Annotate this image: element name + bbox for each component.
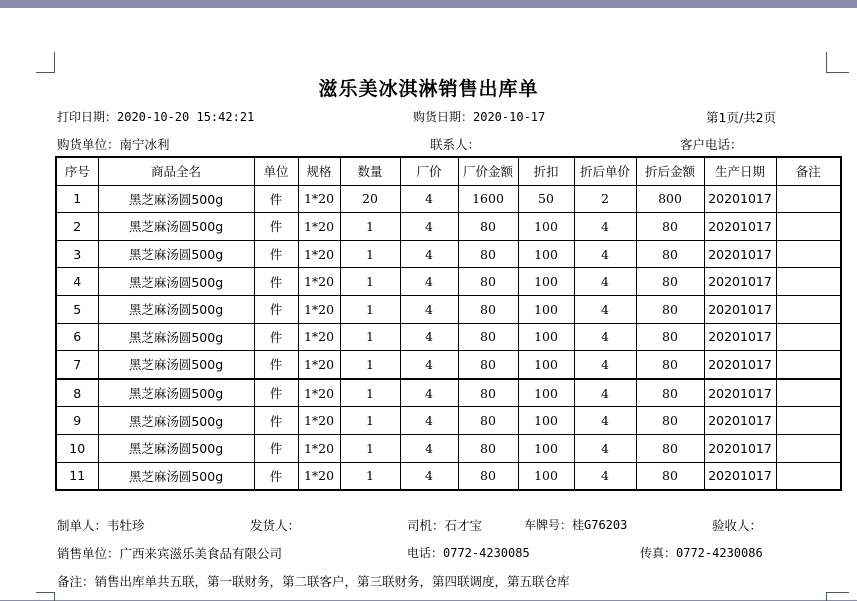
table-cell: 4 bbox=[574, 323, 636, 351]
crop-mark-top-left bbox=[36, 52, 55, 73]
table-cell: 1*20 bbox=[298, 323, 340, 351]
table-cell: 100 bbox=[518, 213, 574, 241]
table-cell: 4 bbox=[400, 462, 458, 490]
table-cell: 20201017 bbox=[704, 351, 776, 379]
table-cell: 80 bbox=[458, 434, 518, 462]
table-row bbox=[56, 185, 841, 213]
table-cell: 4 bbox=[574, 268, 636, 296]
table-cell: 20201017 bbox=[704, 268, 776, 296]
table-cell: 4 bbox=[574, 434, 636, 462]
table-cell: 4 bbox=[400, 407, 458, 435]
table-cell: 20201017 bbox=[704, 462, 776, 490]
table-cell: 1*20 bbox=[298, 407, 340, 435]
table-cell: 1 bbox=[340, 434, 400, 462]
table-cell: 1 bbox=[56, 185, 98, 213]
table-cell: 件 bbox=[254, 240, 298, 268]
table-cell: 20201017 bbox=[704, 213, 776, 241]
sales-table bbox=[55, 156, 842, 491]
table-cell: 100 bbox=[518, 351, 574, 379]
table-cell: 80 bbox=[636, 213, 704, 241]
column-header: 折扣 bbox=[518, 157, 574, 185]
table-cell: 件 bbox=[254, 407, 298, 435]
table-cell: 件 bbox=[254, 268, 298, 296]
table-cell: 800 bbox=[636, 185, 704, 213]
table-cell: 100 bbox=[518, 379, 574, 407]
table-row bbox=[56, 407, 841, 435]
table-header-row bbox=[56, 157, 841, 185]
table-cell: 4 bbox=[400, 379, 458, 407]
table-cell: 9 bbox=[56, 407, 98, 435]
table-cell: 1*20 bbox=[298, 268, 340, 296]
table-cell: 20201017 bbox=[704, 379, 776, 407]
table-cell: 黑芝麻汤圆500g bbox=[98, 379, 254, 407]
table-cell: 80 bbox=[458, 268, 518, 296]
table-cell bbox=[776, 185, 841, 213]
table-cell: 20201017 bbox=[704, 323, 776, 351]
table-cell: 4 bbox=[400, 295, 458, 323]
plate-number: 车牌号：桂G76203 bbox=[524, 518, 628, 532]
customer-phone: 客户电话： bbox=[680, 137, 743, 152]
table-cell: 20201017 bbox=[704, 295, 776, 323]
table-cell bbox=[776, 295, 841, 323]
column-header: 规格 bbox=[298, 157, 340, 185]
table-cell: 件 bbox=[254, 434, 298, 462]
table-cell: 黑芝麻汤圆500g bbox=[98, 462, 254, 490]
table-cell: 100 bbox=[518, 462, 574, 490]
table-cell: 1*20 bbox=[298, 379, 340, 407]
column-header: 厂价 bbox=[400, 157, 458, 185]
table-cell: 4 bbox=[400, 323, 458, 351]
table-cell: 黑芝麻汤圆500g bbox=[98, 434, 254, 462]
crop-mark-top-right bbox=[826, 52, 849, 73]
table-cell: 件 bbox=[254, 351, 298, 379]
table-cell: 5 bbox=[56, 295, 98, 323]
column-header: 数量 bbox=[340, 157, 400, 185]
table-cell: 80 bbox=[636, 295, 704, 323]
table-cell: 4 bbox=[400, 213, 458, 241]
table-cell: 80 bbox=[636, 407, 704, 435]
document-page bbox=[0, 8, 857, 600]
table-cell bbox=[776, 240, 841, 268]
table-cell: 4 bbox=[400, 185, 458, 213]
table-cell: 4 bbox=[400, 240, 458, 268]
table-cell: 80 bbox=[458, 351, 518, 379]
table-cell: 1 bbox=[340, 268, 400, 296]
table-cell: 件 bbox=[254, 295, 298, 323]
table-cell: 8 bbox=[56, 379, 98, 407]
table-cell bbox=[776, 268, 841, 296]
print-date: 打印日期：2020-10-20 15:42:21 bbox=[57, 110, 255, 124]
table-cell: 20201017 bbox=[704, 185, 776, 213]
table-cell: 1*20 bbox=[298, 213, 340, 241]
table-cell: 黑芝麻汤圆500g bbox=[98, 407, 254, 435]
table-cell: 80 bbox=[458, 295, 518, 323]
table-cell: 100 bbox=[518, 407, 574, 435]
table-row bbox=[56, 268, 841, 296]
table-cell: 黑芝麻汤圆500g bbox=[98, 268, 254, 296]
table-cell: 件 bbox=[254, 323, 298, 351]
table-row bbox=[56, 213, 841, 241]
table-cell: 1*20 bbox=[298, 351, 340, 379]
table-cell: 1 bbox=[340, 407, 400, 435]
table-cell: 80 bbox=[636, 379, 704, 407]
table-cell: 黑芝麻汤圆500g bbox=[98, 351, 254, 379]
column-header: 商品全名 bbox=[98, 157, 254, 185]
column-header: 备注 bbox=[776, 157, 841, 185]
column-header: 序号 bbox=[56, 157, 98, 185]
table-cell: 100 bbox=[518, 323, 574, 351]
table-cell: 20201017 bbox=[704, 407, 776, 435]
column-header: 单位 bbox=[254, 157, 298, 185]
shipper: 发货人： bbox=[250, 518, 301, 533]
table-cell: 1 bbox=[340, 240, 400, 268]
table-row bbox=[56, 240, 841, 268]
table-cell bbox=[776, 462, 841, 490]
purchase-date: 购货日期：2020-10-17 bbox=[413, 110, 546, 124]
table-cell: 80 bbox=[636, 434, 704, 462]
table-cell bbox=[776, 434, 841, 462]
table-cell: 1*20 bbox=[298, 295, 340, 323]
table-cell bbox=[776, 407, 841, 435]
table-cell: 2 bbox=[56, 213, 98, 241]
table-cell: 件 bbox=[254, 379, 298, 407]
table-cell: 1 bbox=[340, 462, 400, 490]
table-cell: 80 bbox=[636, 351, 704, 379]
seller-phone: 电话：0772-4230085 bbox=[407, 546, 530, 560]
column-header: 厂价金额 bbox=[458, 157, 518, 185]
table-cell bbox=[776, 323, 841, 351]
table-cell: 1*20 bbox=[298, 462, 340, 490]
table-cell: 1 bbox=[340, 323, 400, 351]
table-cell: 1 bbox=[340, 213, 400, 241]
seller: 销售单位：广西来宾滋乐美食品有限公司 bbox=[57, 546, 283, 561]
table-cell: 80 bbox=[458, 240, 518, 268]
column-header: 折后单价 bbox=[574, 157, 636, 185]
table-cell: 4 bbox=[400, 351, 458, 379]
table-cell: 20201017 bbox=[704, 240, 776, 268]
page-info: 第1页/共2页 bbox=[706, 110, 777, 125]
table-cell: 4 bbox=[400, 268, 458, 296]
table-cell: 80 bbox=[458, 213, 518, 241]
table-cell bbox=[776, 379, 841, 407]
table-cell: 1 bbox=[340, 295, 400, 323]
table-cell: 1*20 bbox=[298, 240, 340, 268]
table-row bbox=[56, 351, 841, 379]
table-cell: 80 bbox=[636, 240, 704, 268]
table-cell: 4 bbox=[574, 379, 636, 407]
table-cell: 4 bbox=[574, 351, 636, 379]
table-cell: 50 bbox=[518, 185, 574, 213]
table-cell: 4 bbox=[574, 462, 636, 490]
table-cell: 4 bbox=[574, 295, 636, 323]
maker: 制单人：韦牡珍 bbox=[57, 518, 145, 533]
table-cell: 件 bbox=[254, 185, 298, 213]
table-cell: 件 bbox=[254, 462, 298, 490]
table-cell: 20 bbox=[340, 185, 400, 213]
table-cell: 100 bbox=[518, 268, 574, 296]
table-cell: 80 bbox=[636, 462, 704, 490]
table-cell: 4 bbox=[574, 407, 636, 435]
table-cell: 100 bbox=[518, 240, 574, 268]
table-cell: 1600 bbox=[458, 185, 518, 213]
table-cell: 黑芝麻汤圆500g bbox=[98, 185, 254, 213]
table-cell: 80 bbox=[636, 323, 704, 351]
table-row bbox=[56, 323, 841, 351]
table-cell bbox=[776, 213, 841, 241]
table-cell: 1*20 bbox=[298, 185, 340, 213]
table-cell: 3 bbox=[56, 240, 98, 268]
table-cell: 80 bbox=[458, 462, 518, 490]
table-cell: 黑芝麻汤圆500g bbox=[98, 323, 254, 351]
table-cell: 黑芝麻汤圆500g bbox=[98, 213, 254, 241]
table-cell: 7 bbox=[56, 351, 98, 379]
table-cell: 1 bbox=[340, 379, 400, 407]
table-cell: 4 bbox=[574, 213, 636, 241]
note: 备注：销售出库单共五联，第一联财务，第二联客户，第三联财务，第四联调度，第五联仓库 bbox=[57, 574, 570, 589]
table-cell: 4 bbox=[574, 240, 636, 268]
table-cell: 黑芝麻汤圆500g bbox=[98, 295, 254, 323]
driver: 司机：石才宝 bbox=[407, 518, 483, 533]
table-cell: 4 bbox=[400, 434, 458, 462]
table-cell: 80 bbox=[458, 379, 518, 407]
table-cell bbox=[776, 351, 841, 379]
table-cell: 11 bbox=[56, 462, 98, 490]
table-row bbox=[56, 295, 841, 323]
table-row bbox=[56, 434, 841, 462]
table-cell: 6 bbox=[56, 323, 98, 351]
column-header: 折后金额 bbox=[636, 157, 704, 185]
contact: 联系人： bbox=[430, 137, 481, 152]
table-cell: 2 bbox=[574, 185, 636, 213]
receiver: 验收人： bbox=[712, 518, 763, 533]
table-cell: 20201017 bbox=[704, 434, 776, 462]
buyer: 购货单位：南宁冰利 bbox=[57, 137, 170, 152]
table-cell: 4 bbox=[56, 268, 98, 296]
table-cell: 100 bbox=[518, 434, 574, 462]
table-cell: 黑芝麻汤圆500g bbox=[98, 240, 254, 268]
table-cell: 80 bbox=[458, 323, 518, 351]
table-row bbox=[56, 462, 841, 490]
table-row bbox=[56, 379, 841, 407]
column-header: 生产日期 bbox=[704, 157, 776, 185]
document-title: 滋乐美冰淇淋销售出库单 bbox=[318, 78, 539, 100]
table-cell: 80 bbox=[636, 268, 704, 296]
seller-fax: 传真：0772-4230086 bbox=[640, 546, 763, 560]
table-cell: 10 bbox=[56, 434, 98, 462]
table-cell: 100 bbox=[518, 295, 574, 323]
table-cell: 80 bbox=[458, 407, 518, 435]
table-cell: 1*20 bbox=[298, 434, 340, 462]
table-cell: 1 bbox=[340, 351, 400, 379]
table-cell: 件 bbox=[254, 213, 298, 241]
